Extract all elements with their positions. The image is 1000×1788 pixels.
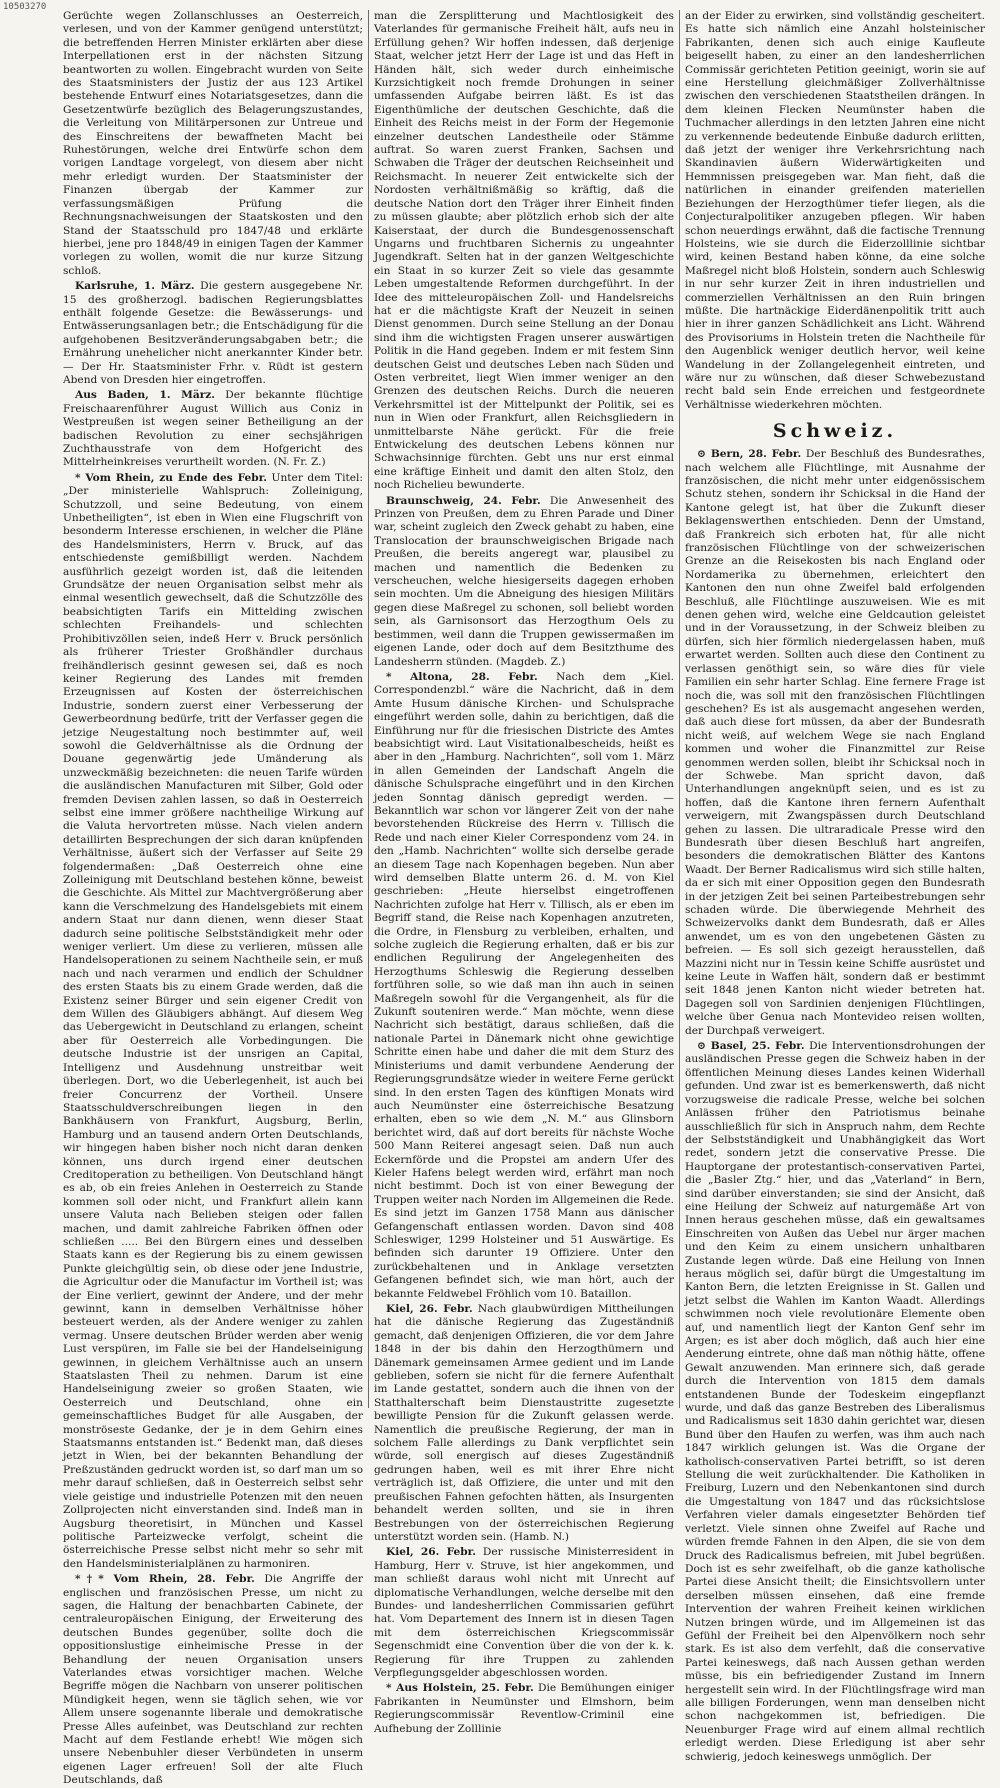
article-paragraph xyxy=(374,1303,674,1544)
dateline: * Altona, 28. Febr. xyxy=(386,670,538,683)
dateline: * Aus Holstein, 25. Febr. xyxy=(386,1682,534,1695)
paragraph-text: Unter dem Titel: „Der ministerielle Wahlspruch: Zolleinigung, Schutzzoll, und seine Bedeutung, von einem Unbetheiligten“, ist eben in Wien eine Flugschrift von besonderm Interesse erschienen, in welcher die Pläne des Handelsministers, Herrn v. Bruck, auf das entschiedenste gemißbilligt werden. Nachdem ausführlich gezeigt worden ist, daß die leitenden Grundsätze der neuen Organisation selbst mehr als einmal wesentlich gewechselt, daß die Schutzzölle des beabsichtigten Tarifs ein Mittelding zwischen schlechten Freihandels- und schlechten Prohibitivzöllen seien, indeß Herr v. Bruck persönlich als früherer Triester Großhändler durchaus freihändlerisch gesinnt gewesen sei, daß es noch keiner Regierung des Landes mit fremden Erzeugnissen auf Kosten der österreichischen Industrie, sondern zuerst einer Verbesserung der Gewerbeordnung bedürfe, tritt der Verfasser gegen die jetzige Neugestaltung noch bestimmter auf, weil sowohl die Geldverhältnisse als die Ordnung der Douane gegenwärtig jede Umänderung als unzweckmäßig bezeichneten: die neuen Tarife würden die ausländischen Manufacturen mit Silber, Gold oder fremden Devisen zahlen lassen, so daß in Oesterreich selbst eine immer größere nachtheilige Wirkung auf die Valuta hervortreten müsse. Nach vielen andern detaillirten Besprechungen der sich daran knüpfenden Verhältnisse, äußert sich der Verfasser auf Seite 29 folgendermaßen: „Daß Oesterreich ohne eine Zolleinigung mit Deutschland bestehen könne, beweist die Geschichte. Als Mittel zur Machtvergrößerung aber kann die Verschmelzung des Handelsgebiets mit einem andern Staat nur dann dienen, wenn dieser Staat dadurch seine politische Selbstständigkeit mehr oder weniger verliert. Um diese zu verlieren, müssen alle Handelsoperationen zu seinem Nachtheile sein, er muß nach und nach verarmen und endlich der Schuldner des ersten Staats bis zu einem Grade werden, daß die Existenz seiner Bürger und sein eigener Credit von dem Willen des Gläubigers abhängt. Auf diesem Weg das Uebergewicht in Deutschland zu erlangen, scheint aber für Oesterreich alle Vorbedingungen. Die deutsche Industrie ist der unsrigen an Capital, Intelligenz und Ausdehnung unstreitbar weit überlegen. Dort, wo die Ueberlegenheit, ist auch bei freier Concurrenz der Vortheil. Unsere Staatsschuldverschreibungen liegen in den Bankhäusern von Frankfurt, Augsburg, Berlin, Hamburg und an tausend andern Orten Deutschlands, wir hingegen haben bisher noch nicht daran denken können, uns durch irgend einer deutschen Creditoperation zu betheiligen. Von Deutschland hängt es ab, ob ein freies Anlehen in Oesterreich zu Stande kommen soll oder nicht, und Frankfurt allein kann unsere Valuta nach Belieben steigen oder fallen machen, und damit zahlreiche Fabriken öffnen oder schließen ..... Bei den Bürgern eines und desselben Staats kann es der Regierung bis zu einem gewissen Punkte gleichgültig sein, ob diese oder jene Industrie, die Agricultur oder die Manufactur im Vortheil ist; was der Eine verliert, gewinnt der Andere, und der mehr gewinnt, kann in demselben Verhältnisse höher besteuert werden, als der Andere weniger zu zahlen vermag. Unsere deutschen Brüder werden aber wenig Lust verspüren, im Falle sie bei der Handelseinigung gewinnen, in gleichem Verhältnisse auch an unsern Staatslasten Theil zu nehmen. Darum ist eine Handelseinigung zweier so großen Staaten, wie Oesterreich und Deutschland, ohne ein gemeinschaftliches Budget für alle Ausgaben, der monströseste Gedanke, der je in dem Gehirn eines Staatsmanns entstanden ist.“ Bedenkt man, daß dieses jetzt in Wien, bei der bekannten Behandlung der Preßzuständen gedruckt worden ist, so darf man um so mehr darauf schließen, daß in Oesterreich selbst sehr viele geistige und industrielle Potenzen mit den neuen Zollprojecten nicht einverstanden sind. Indeß man in Augsburg theoretisirt, in München und Kassel politische Parteizwecke verfolgt, scheint die österreichische Presse selbst nicht mehr so sehr mit den Handelsministerialplänen zu harmoniren. xyxy=(63,471,363,1570)
dateline: *†* Vom Rhein, 28. Febr. xyxy=(75,1573,255,1586)
paragraph-text: Der Beschluß des Bundesrathes, nach welchem alle Flüchtlinge, mit Ausnahme der französischen, die nicht mehr unter eidgenössischem Schutz stehen, sondern ihr Schicksal in die Hand der Kantone gelegt ist, hat über die Zukunft dieser Beklagenswerthen entschieden. Denn der Umstand, daß Frankreich sich erboten hat, für alle nicht französischen Flüchtlinge von der schweizerischen Grenze an die Reisekosten bis nach England oder Nordamerika zu übernehmen, erleichtert den Kantonen den nun ohne Zweifel bald erfolgenden Beschluß, alle Flüchtlinge auszuweisen. Wie es mit denen gehen wird, welche eine Geldcaution geleistet und in der Voraussetzung, in der Schweiz bleiben zu dürfen, sich hier förmlich niedergelassen haben, muß erwartet werden. Sollten auch diese den Continent zu verlassen genöthigt sein, so wäre dies für viele Familien ein sehr harter Schlag. Eine fernere Frage ist noch die, was soll mit den französischen Flüchtlingen geschehen? Es ist als ausgemacht angesehen werden, daß auch diese fort müssen, da aber der Bundesrath nicht weiß, auf welchem Wege sie nach England kommen und woher die Finanzmittel zur Reise genommen werden sollen, bleibt ihr Schicksal noch in der Schwebe. Man spricht davon, daß Unterhandlungen angeknüpft seien, und es ist zu hoffen, daß die Kantone ihren fernern Aufenthalt verweigern, mit Zwangspässen durch Deutschland gehen zu lassen. Die ultraradicale Presse wird den Bundesrath über diesen Beschluß hart angreifen, besonders die demokratischen Blätter des Kantons Waadt. Der Berner Radicalismus wird sich stille halten, da er sich mit einer Opposition gegen den Bundesrath in der jetzigen Zeit bei seinen Parteibestrebungen sehr schaden würde. Die überwiegende Mehrheit des Schweizervolks dankt dem Bundesrath, daß er Alles anwendet, um es von den ungebetenen Gästen zu befreien. — Es soll sich gezeigt herausstellen, daß Mazzini nicht nur in Tessin keine Schiffe ausrüstet und keine Leute in Waffen hält, sondern daß er bestimmt seit 1848 jenen Kanton nicht wieder betreten hat. Dagegen soll von Sardinien denjenigen Flüchtlingen, welche über Genua nach Montevideo reisen wollten, der Durchpaß verweigert. xyxy=(685,448,985,1037)
paragraph-text: Nach dem „Kiel. Correspondenzbl.“ wäre die Nachricht, daß in dem Amte Husum dänische Kirchen- und Schulsprache eingeführt werden solle, dahin zu berichtigen, daß die Einführung nur für die friesischen Districte des Amtes beabsichtigt wird. Laut Visitationalbescheids, heißt es aber in den „Hamburg. Nachrichten“, soll vom 1. März in allen Gemeinden der Landschaft Angeln die dänische Schulsprache eingeführt und in den Kirchen jeden Sonntag dänisch gepredigt werden. — Bekanntlich war schon vor längerer Zeit von der nahe bevorstehenden Rückreise des Herrn v. Tillisch die Rede und nach einer Kieler Correspondenz vom 24. in den „Hamb. Nachrichten“ wollte sich derselbe gerade an diesem Tage nach Kopenhagen begeben. Nun aber wird demselben Blatte unterm 26. d. M. von Kiel geschrieben: „Heute hierselbst eingetroffenen Nachrichten zufolge hat Herr v. Tillisch, als er eben im Begriff stand, die Reise nach Kopenhagen anzutreten, die Ordre, in Flensburg zu verbleiben, erhalten, und solche zugleich die Regierung erhalten, daß er bis zur endlichen Regulirung der Angelegenheiten des Herzogthums Schleswig die Regierung desselben fortführen solle, so wie daß man ihn auch in seinen Maßregeln sowohl für die Vergangenheit, als für die Zukunft souteniren werde.“ Man möchte, wenn diese Nachricht sich bestätigt, daraus schließen, daß die nationale Partei in Dänemark nicht ohne gewichtige Schritte einen habe und daher die mit dem Sturz des Ministeriums und damit verbundene Aenderung der Regierungsgrundsätze wieder in weitere Ferne gerückt sind. In den ersten Tagen des künftigen Monats wird auch Neumünster eine österreichische Besatzung erhalten, eben so wie dem „N. M.“ aus Glinsborn berichtet wird, daß auf dort bereits für nächste Woche 500 Mann Reiterei angesagt seien. Daß nun auch Eckernförde und die Propstei am andern Ufer des Kieler Hafens belegt werden wird, erfährt man noch nicht bestimmt. Doch ist von einer Bewegung der Truppen weiter nach Norden im Allgemeinen die Rede. Es sind jetzt im Ganzen 1758 Mann aus dänischer Gefangenschaft entlassen worden. Davon sind 408 Schleswiger, 1299 Holsteiner und 51 Auswärtige. Es befinden sich darunter 19 Offiziere. Unter den zurückbehaltenen und in Anklage versetzten Gefangenen befindet sich, wie man hört, auch der bekannte Feldwebel Fröhlich vom 10. Bataillon. xyxy=(374,670,674,1300)
article-paragraph xyxy=(685,448,985,1038)
article-paragraph xyxy=(685,10,985,412)
article-paragraph xyxy=(63,10,363,278)
article-paragraph xyxy=(685,1040,985,1764)
paragraph-text: Nach glaubwürdigen Mittheilungen hat die dänische Regierung das Zugeständniß gemacht, daß denjenigen Offizieren, die vor dem Jahre 1848 in der bis dahin den Herzogthümern und Dänemark gemeinsamen Armee gedient und im Lande geblieben, sofern sie nicht für die fernere Aufenthalt im Lande gestattet, sondern auch die ihnen von der Statthalterschaft beim Dienstaustritte zugesetzte bewilligte Pension für die Zukunft gelassen werde. Namentlich die preußische Regierung, der man in solchem Falle allerdings zu Dank verpflichtet sein würde, soll energisch auf dieses Zugeständniß gedrungen haben, weil es mit ihrer Ehre nicht verträglich ist, daß Offiziere, die unter und mit den preußischen Fahnen gefochten hätten, als Insurgenten behandelt werden sollten, und sie in ihren Bestrebungen von der österreichischen Regierung unterstützt worden sein. (Hamb. N.) xyxy=(374,1303,674,1543)
article-paragraph xyxy=(63,472,363,1571)
dateline: Kiel, 26. Febr. xyxy=(386,1303,473,1315)
paragraph-text: Die Interventionsdrohungen der ausländischen Presse gegen die Schweiz haben in der öffentlichen Meinung dieses Landes keinen Widerhall gefunden. Und zwar ist es bemerkenswerth, daß nicht vorzugsweise die radicale Presse, welche bei solchen Anlässen früher den Patriotismus beinahe ausschließlich für sich in Anspruch nahm, dem Rechte der Selbstständigkeit und Unabhängigkeit das Wort redet, sondern jetzt die conservative Presse. Die Hauptorgane der protestantisch-conservativen Partei, die „Basler Ztg.“ hier, und das „Vaterland“ in Bern, sind darüber einverstanden; sie sind der Ansicht, daß eine Heilung der Schweiz auf naturgemäße Art von Innen heraus geschehen müsse, daß ein gewaltsames Einschreiten von Außen das Uebel nur ärger machen und den Keim zu einem unsichern unhaltbaren Zustande legen würde. Daß eine Heilung von Innen heraus möglich sei, dafür bürgt die Umgestaltung im Kanton Bern, die letzten Ereignisse in St. Gallen und jetzt selbst die Wahlen im Kanton Waadt. Allerdings schwimmen noch viele revolutionäre Elemente oben auf, und namentlich liegt der Kanton Genf sehr im Argen; es ist aber doch möglich, daß auch hier eine Aenderung eintrete, ohne daß man nöthig hätte, offene Gewalt anzuwenden. Man erinnere sich, daß gerade durch die Intervention von 1815 dem damals entstandenen Bunde der Todeskeim eingepflanzt wurde, und daß das ganze Bestreben des Liberalismus und Radicalismus seit 1830 dahin gerichtet war, diesen Bund über den Haufen zu werfen, was ihm auch nach 1847 wirklich gelungen ist. Was die Organe der katholisch-conservativen Partei betrifft, so ist deren Stellung die weit zurückhaltender. Die Katholiken in Freiburg, Luzern und den Nebenkantonen sind durch die Umgestaltung von 1847 und das rücksichtslose Verfahren vieler damals eingesetzter Behörden tief verletzt. Viele sinnen ohne Zweifel auf Rache und würden fremde Fahnen in den Alpen, die sie von dem Druck des Radicalismus befreien, mit Jubel begrüßen. Doch ist es sehr zweifelhaft, ob die ganze katholische Partei diese Ansicht theilt; die Einsichtsvollern unter derselben müssen einsehen, daß eine fremde Intervention der wahren Freiheit keinen wirklichen Nutzen bringen würde, und im Allgemeinen ist das Gefühl der Freiheit bei den Alpenvölkern noch sehr stark. Es ist also dem verfehlt, daß die conservative Partei keineswegs, daß nach Aussen gethan werden müsse, bis ein befriedigender Zustand im Innern hergestellt sein wird. In der Flüchtlingsfrage wird man alle billigen Forderungen, wenn man denselben nicht schon nachgekommen ist, befriedigen. Die Neuenburger Frage wird auf einem allmal rechtlich erledigt werden. Diese Erledigung ist aber sehr schwierig, jedoch keineswegs unmöglich. Der xyxy=(685,1040,985,1763)
paragraph-text: Die Bemühungen einiger Fabrikanten in Neumünster und Elmshorn, beim Regierungscommissär Reventlow-Criminil eine Aufhebung der Zolllinie xyxy=(374,1682,674,1735)
column-3 xyxy=(679,10,990,1763)
article-paragraph xyxy=(374,495,674,669)
article-paragraph xyxy=(374,1682,674,1736)
article-paragraph xyxy=(374,10,674,493)
article-paragraph xyxy=(63,389,363,469)
paragraph-text: an der Eider zu erwirken, sind vollständig gescheitert. Es hatte sich nämlich eine Anzahl holsteinischer Fabrikanten, denen sich auch einige Kaufleute beigesellt haben, zu einer an den landesherrlichen Commissär gerichteten Petition geeinigt, worin sie auf eine Herstellung gleichmäßiger Zollverhältnisse zwischen den verschiedenen Staatstheilen drängen. In dem kleinen Flecken Neumünster haben die Tuchmacher allerdings in den letzten Jahren eine nicht zu verkennende bedeutende Einbuße dadurch erlitten, daß jetzt der weniger ihre Verkehrsrichtung nach Skandinavien äußern Widerwärtigkeiten und Hemmnissen preisgegeben war. Man fieht, daß die natürlichen in einander greifenden materiellen Beziehungen der Herzogthümer tiefer liegen, als die Conjecturalpolitiker anzugeben pflegen. Wir haben schon neuerdings erwähnt, daß die factische Trennung Holsteins, wie sie durch die Eiderzolllinie sichtbar wird, keinen Bestand haben könne, da eine solche Maßregel nicht bloß Holstein, sondern auch Schleswig in nur sehr kurzer Zeit in ihren industriellen und commerziellen Verhältnissen an den Ruin bringen müßte. Die hartnäckige Eiderdänenpolitik tritt auch hier in ihrer ganzen Schädlichkeit ans Licht. Während des Provisoriums in Holstein treten die Nachtheile für den Augenblick weniger deutlich hervor, weil keine Wandelung in der Zollangelegenheit eintreten, und wäre nur zu wünschen, daß dieser Schwebezustand recht bald sein Ende erreichen und festgeordnete Verhältnisse wiederkehren möchten. xyxy=(685,10,985,411)
paragraph-text: Die Anwesenheit des Prinzen von Preußen, dem zu Ehren Parade und Diner war, scheint zugleich den Zweck gehabt zu haben, eine Translocation der braunschweigischen Brigade nach Preußen, die bereits angeregt war, plausibel zu machen und namentlich die Bedenken zu verscheuchen, welche hiesigerseits dagegen erhoben sein mochten. Um die Abneigung des hiesigen Militärs gegen diese Maßregel zu schonen, soll beliebt worden sein, als Garnisonsort das Herzogthum Oels zu bestimmen, weil dann die Truppen gewissermaßen im eigenen Lande, oder doch auf dem Besitzthume des Landesherrn stünden. (Magdeb. Z.) xyxy=(374,494,675,668)
paragraph-text: Der russische Ministerresident in Hamburg, Herr v. Struve, ist hier angekommen, und man schließt daraus wohl nicht mit Unrecht auf diplomatische Verhandlungen, welche derselbe mit den Bundes- und landesherrlichen Commissarien geführt hat. Vom Departement des Innern ist in diesen Tagen mit dem österreichischen Kriegscommissär Segenschmidt eine Convention über die von der k. k. Regierung für ihre Truppen zu zahlenden Verpflegungsgelder abgeschlossen worden. xyxy=(374,1546,674,1679)
paragraph-text: man die Zersplitterung und Machtlosigkeit des Vaterlandes für germanische Freiheit hält, aufs neu in Erfüllung gehen? Wir hoffen indessen, daß derjenige Staat, welcher jetzt Herr der Lage ist und das Heft in Händen hält, sich weder durch einheimische Kurzsichtigkeit noch fremde Drohungen in seiner umfassenden Aufgabe beirren läßt. Es ist das Eigenthümliche der deutschen Geschichte, daß die Einheit des Reichs meist in der Form der Hegemonie einzelner deutschen Landestheile oder Stämme auftrat. So waren zuerst Franken, Sachsen und Schwaben die Träger der deutschen Reichseinheit und Reichsmacht. In neuerer Zeit entwickelte sich der Nordosten verhältnißmäßig so kräftig, daß die deutsche Nation dort den Träger ihrer Einheit finden zu müssen glaubte; aber plötzlich erhob sich der alte Kaiserstaat, der durch die Bundesgenossenschaft Ungarns und fruchtbaren Sichernis zu ungeahnter Jugendkraft. Selten hat in der ganzen Weltgeschichte ein Staat in so kurzer Zeit so viele das gesammte Leben umgestaltende Reformen durchgeführt. In der Idee des mitteleuropäischen Zoll- und Handelsreichs hat er die mächtigste Kraft der Neuzeit in seinen Dienst genommen. Durch seine Stellung an der Donau sind ihm die wichtigsten Fragen unserer auswärtigen Politik in die Hand gegeben. Indem er mit festem Sinn deutschen Geist und deutsches Leben nach Süden und Osten verbreitet, liegt Wien immer weniger an den Grenzen des deutschen Reichs. Durch die neueren Verkehrsmittel ist der Mittelpunkt der Politik, sei es nun in Wien oder Frankfurt, allen Reichsgliedern in unmittelbarste Nähe gerückt. Für die freie Entwickelung des deutschen Lebens können nur Schwachsinnige fürchten. Gebt uns nur erst einmal eine kräftige Einheit und damit den alten Stolz, den noch Richelieu bewunderte. xyxy=(374,10,674,492)
paragraph-text: Gerüchte wegen Zollanschlusses an Oesterreich, verlesen, und von der Kammer genügend unterstützt; die betreffenden Herren Minister erklärten aber diese Interpellationen erst in der nächsten Sitzung beantworten zu wollen. Eingebracht wurden von Seite des Staatsministers der Justiz der aus 123 Artikel bestehende Entwurf eines Notariatsgesetzes, dann die Gesetzentwürfe bezüglich des Belagerungszustandes, die Verleitung von Militärpersonen zur Untreue und des Einschreitens der bewaffneten Macht bei Ruhestörungen, welche drei Entwürfe schon dem vorigen Landtage vorgelegt, von diesem aber nicht mehr erledigt wurden. Der Staatsminister der Finanzen übergab der Kammer zur verfassungsmäßigen Prüfung die Rechnungsnachweisungen der Staatskosten und den Stand der Staatsschuld pro 1847/48 und erklärte hierbei, jene pro 1848/49 in einigen Tagen der Kammer vorlegen zu wollen, womit die nur kurze Sitzung schloß. xyxy=(63,10,363,277)
dateline: ⊙ Basel, 25. Febr. xyxy=(697,1040,805,1053)
dateline: Braunschweig, 24. Febr. xyxy=(386,494,541,507)
dateline: Aus Baden, 1. März. xyxy=(75,389,215,402)
paragraph-text: Die gestern ausgegebene Nr. 15 des großherzogl. badischen Regierungsblattes enthält folgende Gesetze: die Bewässerungs- und Entwässerungsanlagen betr.; die Entschädigung für die aufgehobenen Besitzveränderungsabgaben betr.; die Ernährung unehelicher nicht anerkannter Kinder betr. — Der Hr. Staatsminister Frhr. v. Rüdt ist gestern Abend von Dresden hier eingetroffen. xyxy=(63,280,364,386)
column-2 xyxy=(368,10,679,1735)
dateline: ⊙ Bern, 28. Febr. xyxy=(697,448,802,461)
paragraph-text: Der bekannte flüchtige Freischaarenführer August Willich aus Coniz in Westpreußen ist wegen seiner Betheiligung an der badischen Revolution zu einer sechsjährigen Zuchthausstrafe von dem Hofgericht des Mittelrheinkreises verurtheilt worden. (N. Fr. Z.) xyxy=(63,389,363,469)
section-heading: Schweiz. xyxy=(772,420,898,443)
paragraph-text: Die Angriffe der englischen und französischen Presse, um nicht zu sagen, die Haltung der benachbarten Cabinete, der centraleuropäischen Einigung, der Erweiterung des deutschen Bundes gegenüber, sollte doch die oppositionslustige einheimische Presse in der Behandlung der neuen Organisation unsers Vaterlandes etwas vorsichtiger machen. Welche Begriffe mögen die Nachbarn von unserer politischen Mündigkeit hegen, wenn sie täglich sehen, wie vor Allem unsere sogenannte liberale und demokratische Presse Alles aufeinbet, was Deutschland zur rechten Macht auf dem Festlande erhebt! Wie mögen sich unsere Nebenbuhler dieser Verbündeten in unserm eigenen Lager erfreuen! Soll der alte Fluch Deutschlands, daß xyxy=(63,1573,363,1787)
column-1 xyxy=(58,10,368,1787)
article-paragraph xyxy=(63,280,363,387)
article-paragraph xyxy=(374,1546,674,1680)
dateline: Kiel, 26. Febr. xyxy=(386,1546,476,1559)
dateline: Karlsruhe, 1. März. xyxy=(75,280,195,293)
page-id: 10503270 xyxy=(3,2,47,12)
newspaper-columns xyxy=(58,10,990,1787)
dateline: * Vom Rhein, zu Ende des Febr. xyxy=(75,471,267,484)
article-paragraph xyxy=(63,1573,363,1788)
article-paragraph xyxy=(374,671,674,1301)
